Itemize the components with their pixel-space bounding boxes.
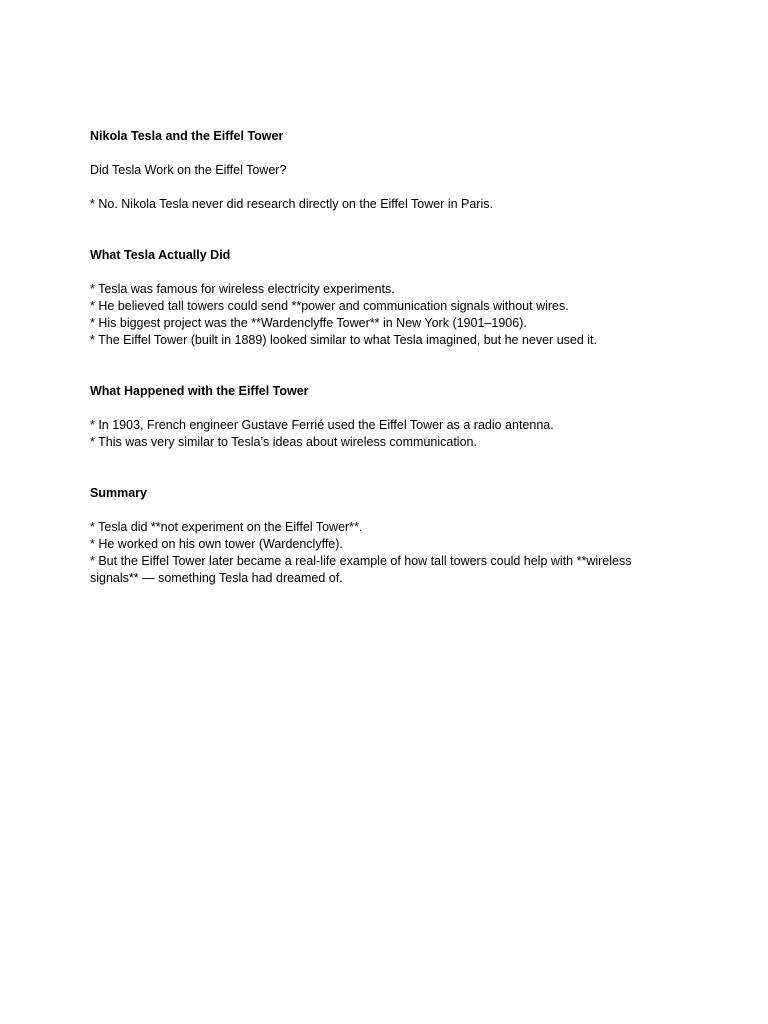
list-item: * The Eiffel Tower (built in 1889) looked similar to what Tesla imagined, but he never used it. (90, 333, 597, 347)
list-item: * Tesla was famous for wireless electricity experiments. (90, 282, 395, 296)
section-heading-what-tesla-did: What Tesla Actually Did (90, 248, 231, 262)
document-title: Nikola Tesla and the Eiffel Tower (90, 129, 284, 143)
section-heading-summary: Summary (90, 486, 147, 500)
spacer (90, 349, 680, 383)
bullet-list (90, 281, 680, 349)
list-item: * In 1903, French engineer Gustave Ferrié used the Eiffel Tower as a radio antenna. (90, 418, 554, 432)
list-item: * He worked on his own tower (Wardenclyffe). (90, 537, 343, 551)
list-item: * His biggest project was the **Wardenclyffe Tower** in New York (1901–1906). (90, 316, 527, 330)
list-item: * Tesla did **not experiment on the Eiffel Tower**. (90, 520, 363, 534)
list-item: * But the Eiffel Tower later became a real-life example of how tall towers could help with **wireless signals** — something Tesla had dreamed of. (90, 554, 632, 585)
spacer (90, 145, 680, 162)
spacer (90, 400, 680, 417)
bullet-list (90, 519, 680, 587)
answer-text: * No. Nikola Tesla never did research directly on the Eiffel Tower in Paris. (90, 197, 493, 211)
spacer (90, 179, 680, 196)
section-heading-eiffel-tower: What Happened with the Eiffel Tower (90, 384, 309, 398)
spacer (90, 502, 680, 519)
spacer (90, 213, 680, 247)
spacer (90, 451, 680, 485)
list-item: * This was very similar to Tesla’s ideas about wireless communication. (90, 435, 477, 449)
question-text: Did Tesla Work on the Eiffel Tower? (90, 163, 287, 177)
document-page (90, 128, 680, 587)
spacer (90, 264, 680, 281)
bullet-list (90, 417, 680, 451)
list-item: * He believed tall towers could send **power and communication signals without wires. (90, 299, 569, 313)
